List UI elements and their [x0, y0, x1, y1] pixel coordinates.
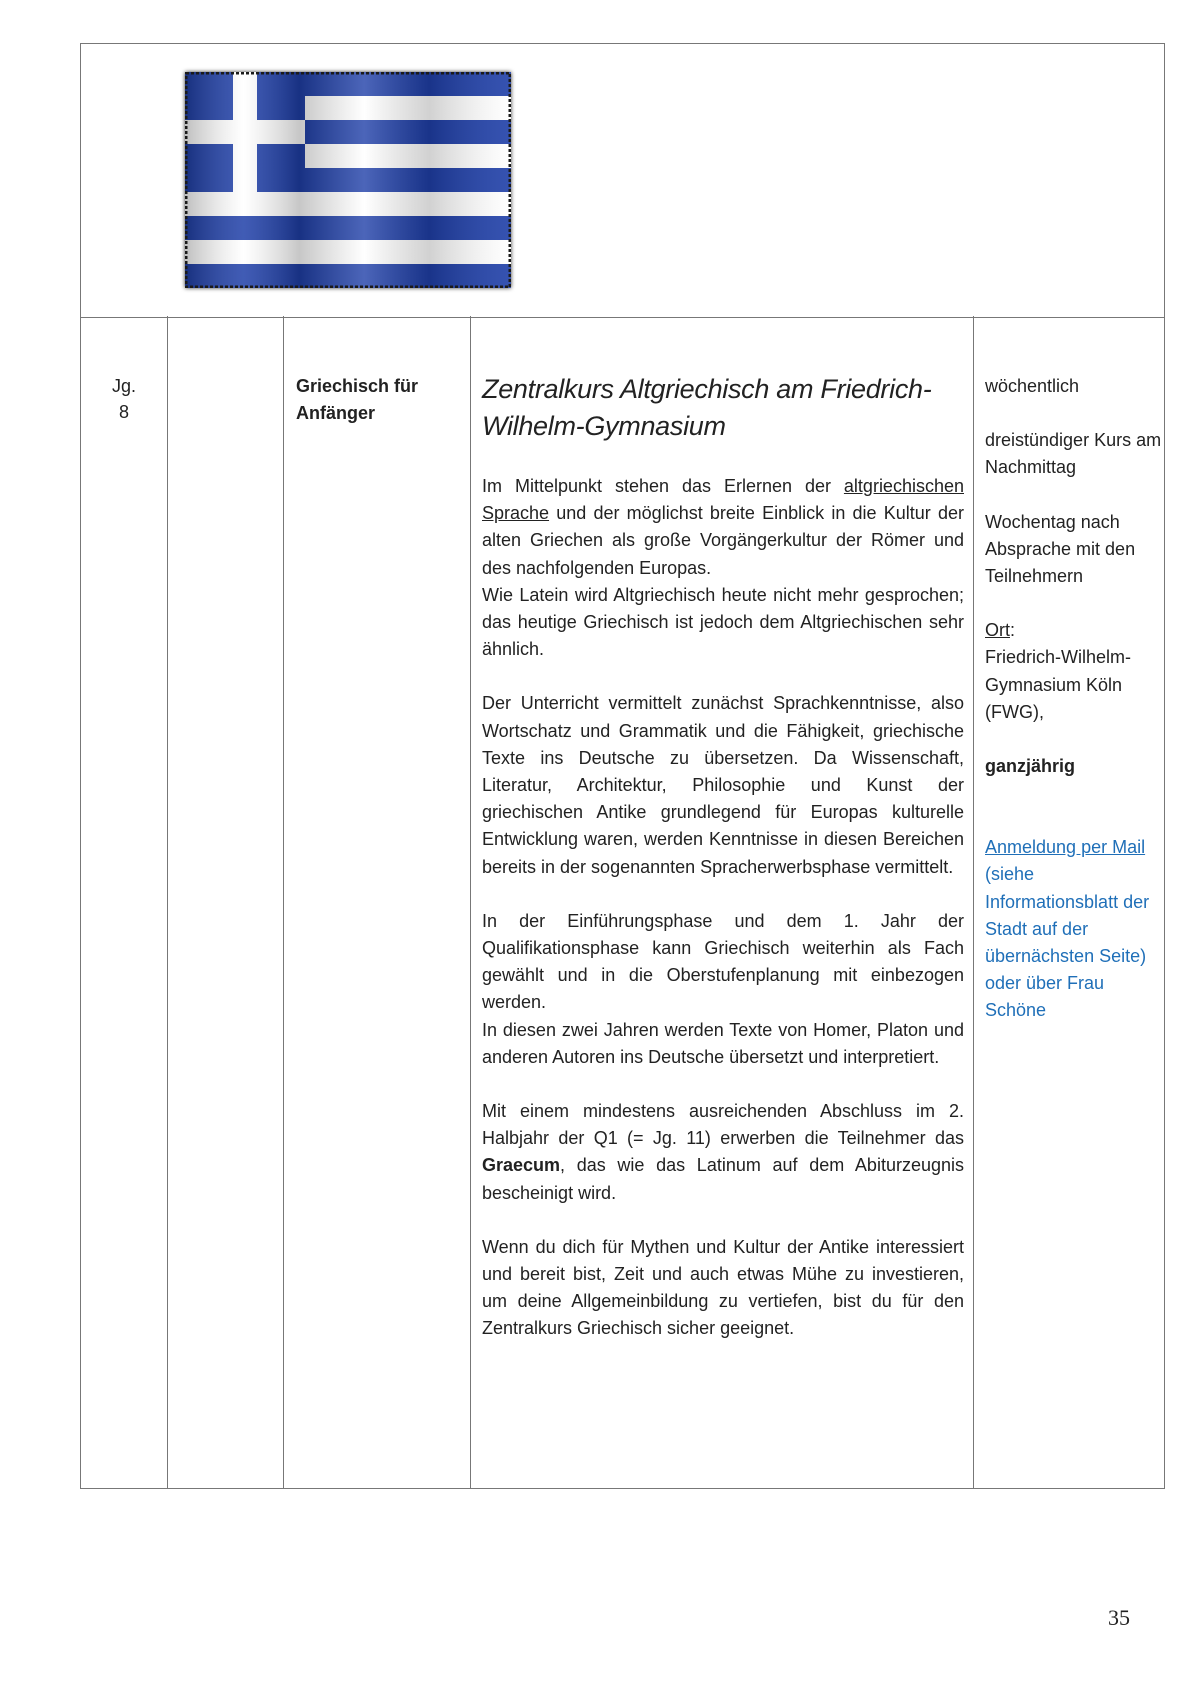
graecum-term: Graecum [482, 1155, 561, 1176]
course-info [985, 373, 1163, 1025]
grade-number: 8 [118, 402, 129, 422]
registration-mail-link[interactable]: Anmeldung per Mail [985, 837, 1146, 858]
course-cell [284, 316, 471, 1488]
description [482, 371, 964, 1343]
info-registration [985, 834, 1163, 1024]
description-paragraph-3: Der Unterricht vermittelt zunächst Sprachkenntnisse, also Wortschatz und Grammatik und die Fähigkeit, griechische Texte ins Deutsche zu übersetzen. Da Wissenschaft, Literatur, Architektur, Philosophie und Kunst der griechischen Antike grundlegend für Europas kulturelle Entwicklung waren, werden Kenntnisse in diesen Bereichen bereits in der sogenannten Spracherwerbsphase vermittelt. [482, 693, 964, 877]
p1-underlined-text: altgriechischen Sprache [482, 476, 964, 524]
grade-prefix: Jg. [111, 376, 136, 396]
grade-cell [81, 316, 168, 1488]
info-weekday: Wochentag nach Absprache mit den Teilnehmern [985, 511, 1136, 587]
p1-text-end: und der möglichst breite Einblick in die Kultur der alten Griechen als große Vorgängerkultur der Römer und des nachfolgenden Europas. [482, 503, 964, 578]
course-name: Griechisch für Anfänger [296, 376, 419, 423]
description-paragraph-7: Wenn du dich für Mythen und Kultur der Antike interessiert und bereit bist, Zeit und auch etwas Mühe zu investieren, um deine Allgemeinbildung zu vertiefen, bist du für den Zentralkurs Griechisch sicher geeignet. [482, 1236, 964, 1339]
location-label: Ort [985, 620, 1010, 641]
p6-text-end: , das wie das Latinum auf dem Abiturzeugnis bescheinigt wird. [482, 1155, 964, 1203]
info-location-label [985, 617, 1163, 644]
period-text: ganzjährig [985, 756, 1076, 777]
info-duration: dreistündiger Kurs am Nachmittag [985, 430, 1162, 478]
description-paragraph-1 [482, 473, 964, 582]
info-frequency: wöchentlich [985, 376, 1080, 396]
description-paragraph-6 [482, 1098, 964, 1207]
empty-cell [168, 316, 284, 1488]
description-paragraph-2: Wie Latein wird Altgriechisch heute nicht mehr gesprochen; das heutige Griechisch ist jedoch dem Altgriechischen sehr ähnlich. [482, 584, 964, 660]
greek-flag-icon [185, 72, 511, 288]
description-title: Zentralkurs Altgriechisch am Friedrich-Wilhelm-Gymnasium [482, 374, 932, 441]
location-colon: : [1010, 620, 1016, 641]
course-row [80, 316, 1165, 1489]
description-cell [471, 316, 974, 1488]
header-cell [80, 43, 1165, 318]
info-period [985, 753, 1163, 780]
info-location: Friedrich-Wilhelm-Gymnasium Köln (FWG), [985, 647, 1132, 722]
registration-text: (siehe Informationsblatt der Stadt auf der übernächsten Seite) oder über Frau Schöne [985, 864, 1150, 1021]
description-paragraph-5: In diesen zwei Jahren werden Texte von Homer, Platon und anderen Autoren ins Deutsche übersetzt und interpretiert. [482, 1019, 964, 1067]
p6-text-start: Mit einem mindestens ausreichenden Abschluss im 2. Halbjahr der Q1 (= Jg. 11) erwerben die Teilnehmer das [482, 1101, 964, 1149]
page-table [80, 43, 1165, 1490]
description-paragraph-4: In der Einführungsphase und dem 1. Jahr der Qualifikationsphase kann Griechisch weiterhin als Fach gewählt und in die Oberstufenplanung mit einbezogen werden. [482, 910, 964, 1013]
page-number: 35 [1108, 1605, 1130, 1630]
p1-text-start: Im Mittelpunkt stehen das Erlernen der [482, 476, 844, 496]
info-cell [974, 316, 1164, 1488]
grade-label [81, 373, 167, 425]
